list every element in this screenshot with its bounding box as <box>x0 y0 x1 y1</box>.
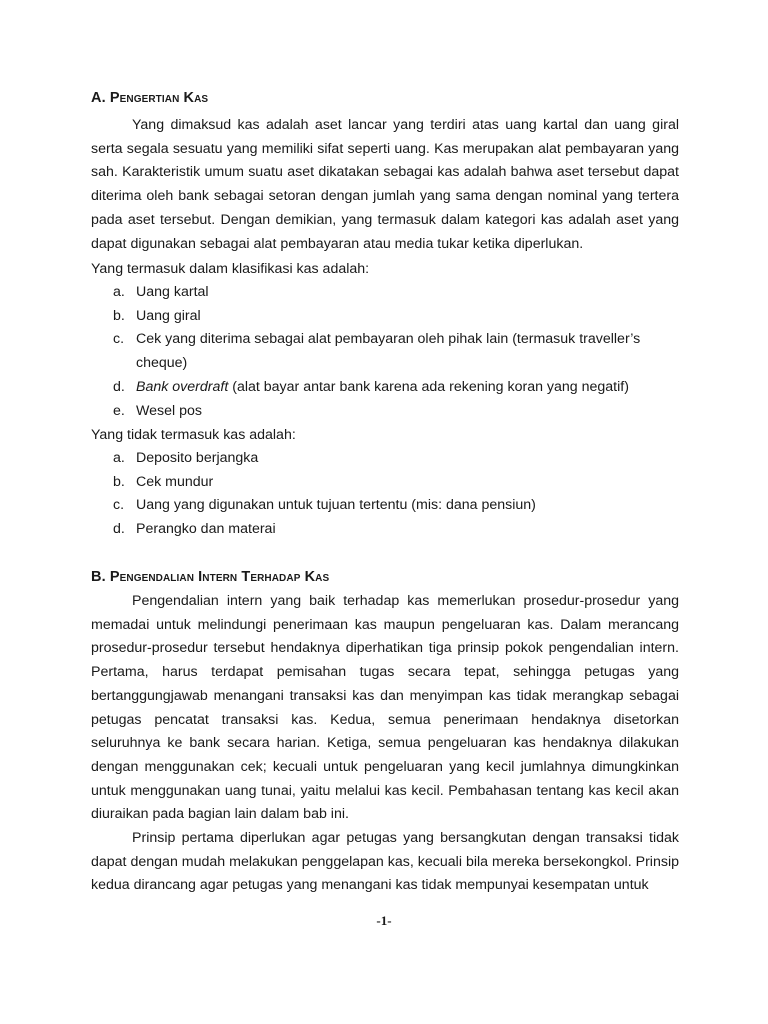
list-marker: a. <box>113 450 125 466</box>
list-item-text: Deposito berjangka <box>136 450 259 466</box>
page-number: -1- <box>376 913 392 928</box>
list-item <box>91 400 651 424</box>
list-marker: c. <box>113 497 125 514</box>
section-a-heading: A. Pengertian Kas <box>91 90 209 106</box>
section-b-heading: B. Pengendalian Intern Terhadap Kas <box>91 569 330 585</box>
list-item-text: Uang yang digunakan untuk tujuan tertentu (mis: dana pensiun) <box>136 497 536 514</box>
section-a-paragraph-text: Yang dimaksud kas adalah aset lancar yang terdiri atas uang kartal dan uang giral serta segala sesuatu yang memiliki sifat seperti uang. Kas merupakan alat pembayaran yang sah. Karakteristik umum suatu aset dikatakan sebagai kas adalah bahwa aset tersebut dapat diterima oleh bank sebagai setoran dengan jumlah yang sama dengan nominal yang tertera pada aset tersebut. Dengan demikian, yang termasuk dalam kategori kas adalah aset yang dapat digunakan sebagai alat pembayaran atau media tukar ketika diperlukan. <box>91 117 679 252</box>
list-marker: d. <box>113 521 125 538</box>
list-marker: b. <box>113 473 125 490</box>
list-item <box>91 471 651 495</box>
list-item-text: Cek mundur <box>136 473 214 490</box>
list-item <box>91 305 651 329</box>
list-marker: d. <box>113 378 125 395</box>
list-item-text: Perangko dan materai <box>136 521 276 538</box>
list-marker: a. <box>113 284 125 300</box>
list-item <box>91 447 651 471</box>
list-item <box>91 518 651 542</box>
section-b-paragraph-1 <box>91 590 679 827</box>
list-item-text: Uang giral <box>136 307 201 324</box>
list-item <box>91 281 651 305</box>
section-a-paragraph <box>91 114 679 256</box>
excluded-list <box>91 447 651 542</box>
included-intro: Yang termasuk dalam klasifikasi kas adalah: <box>91 261 370 277</box>
list-marker: e. <box>113 402 125 419</box>
included-list <box>91 281 651 423</box>
list-item-text: (alat bayar antar bank karena ada rekening koran yang negatif) <box>228 378 629 395</box>
list-item <box>91 328 641 375</box>
list-item <box>91 376 651 400</box>
list-item <box>91 494 651 518</box>
section-b-paragraph-1-text: Pengendalian intern yang baik terhadap kas memerlukan prosedur-prosedur yang memadai untuk melindungi penerimaan kas maupun pengeluaran kas. Dalam merancang prosedur-prosedur tersebut hendaknya diperhatikan tiga prinsip pokok pengendalian intern. Pertama, harus terdapat pemisahan tugas secara tepat, sehingga petugas yang bertanggungjawab menangani transaksi kas dan menyimpan kas tidak merangkap sebagai petugas pencatat transaksi kas. Kedua, semua penerimaan hendaknya disetorkan seluruhnya ke bank secara harian. Ketiga, semua pengeluaran kas hendaknya dilakukan dengan menggunakan cek; kecuali untuk pengeluaran yang kecil jumlahnya dimungkinkan untuk menggunakan uang tunai, yaitu melalui kas kecil. Pembahasan tentang kas kecil akan diuraikan pada bagian lain dalam bab ini. <box>91 593 679 823</box>
section-b-paragraph-2 <box>91 827 679 898</box>
excluded-intro: Yang tidak termasuk kas adalah: <box>91 427 296 443</box>
list-item-text: Wesel pos <box>136 402 202 419</box>
section-b-paragraph-2-text: Prinsip pertama diperlukan agar petugas yang bersangkutan dengan transaksi tidak dapat dengan mudah melakukan penggelapan kas, kecuali bila mereka bersekongkol. Prinsip kedua dirancang agar petugas yang menangani kas tidak mempunyai kesempatan untuk <box>91 830 679 894</box>
list-item-text: Uang kartal <box>136 284 209 300</box>
list-item-italic: Bank overdraft <box>136 378 229 395</box>
list-marker: c. <box>113 331 125 348</box>
list-item-text: Cek yang diterima sebagai alat pembayaran oleh pihak lain (termasuk traveller’s cheque) <box>136 331 641 372</box>
list-marker: b. <box>113 307 125 324</box>
